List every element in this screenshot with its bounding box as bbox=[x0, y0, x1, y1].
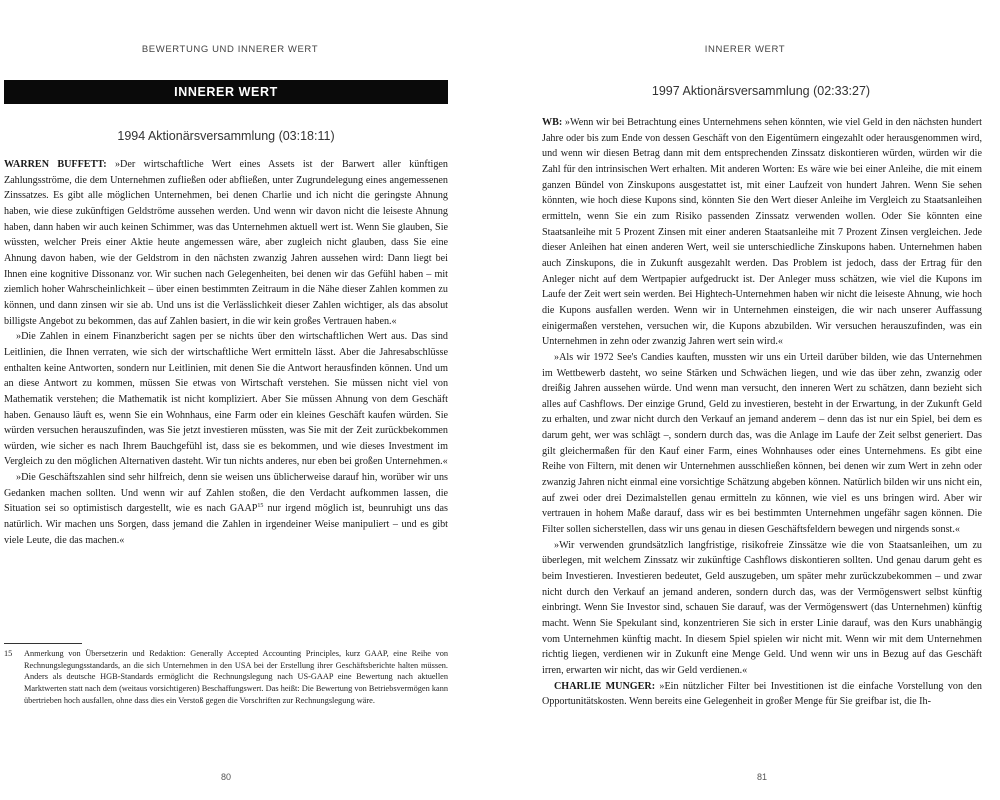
right-page bbox=[490, 0, 1000, 800]
running-head: BEWERTUNG UND INNERER WERT bbox=[141, 44, 319, 55]
paragraph bbox=[542, 115, 982, 350]
left-page bbox=[0, 0, 470, 800]
page-number: 80 bbox=[220, 772, 231, 782]
speaker-label: WARREN BUFFETT: bbox=[4, 159, 107, 170]
footnote-rule bbox=[4, 643, 82, 644]
body-text bbox=[4, 157, 448, 548]
paragraph-text: »Die Geschäftszahlen sind sehr hilfreich, denn sie weisen uns üblicherweise darauf hin, worüber wir uns Gedanken machen sollten. Und wenn wir auf Zahlen stoßen, die den Verdacht aufkommen lassen, die Situation sei so optimistisch dargestellt, wie es nach GAAP bbox=[4, 472, 448, 515]
session-heading: 1994 Aktionärsversammlung (03:18:11) bbox=[117, 129, 335, 143]
speaker-label: CHARLIE MUNGER: bbox=[554, 680, 656, 692]
running-head: INNERER WERT bbox=[704, 44, 786, 55]
paragraph-text: »Wenn wir bei Betrachtung eines Unternehmens sehen könnten, wie viel Geld in den nächsten hundert Jahre oder bis zum Ende von dessen Geschäft von den Eigentümern eingezahlt oder herausgenommen wird, und wenn wir diesen Betrag dann mit dem entsprechenden Zinssatz diskontieren würden, würden wir die Zahl für den intrinsischen Wert erhalten. Mit anderen Worten: Es wäre wie bei einer Anleihe, die mit einem ganzen Bündel von Zinskupons ausgestattet ist, mit einer Laufzeit von hundert Jahren. Wenn Sie sehen könnten, wie hoch diese Kupons sind, könnten Sie den Wert dieser Anleihe im Vergleich zu Staatsanleihen ermitteln, wenn Sie ein zum Risiko passenden Zinssatz verwenden wollen. Oder Sie könnten eine Staatsanleihe mit 5 Prozent Zinsen mit einer anderen Staatsanleihe mit 7 Prozent Zinsen vergleichen. Jede dieser Anleihen hat einen anderen Wert, weil sie unterschiedliche Zinskupons haben. Unternehmen haben auch Zinskupons, die in Zukunft ausgezahlt werden. Das Problem ist jedoch, dass der Ertrag für den Anleger nicht auf dem Wertpapier aufgedruckt ist. Der Anleger muss schätzen, wie viel die Kupons im Laufe der Zeit wert sein werden. Bei Hightech-Unternehmen haben wir nicht die leiseste Ahnung, wie hoch die Kupons ausfallen werden. Wenn wir in Unternehmen einsteigen, die wir nach unserer Auffassung einigermaßen verstehen, versuchen wir, die Kupons abzubilden. Wir versuchen herauszufinden, was ein Unternehmen in zehn oder zwanzig Jahren wert sein wird.« bbox=[542, 117, 982, 348]
footnote bbox=[4, 648, 448, 707]
paragraph-text: »Ein nützlicher Filter bei Investitionen ist die einfache Vorstellung von den Opportunitätskosten. Wenn bereits eine Gelegenheit in großer Menge für Sie greifbar ist, die Ih- bbox=[542, 680, 982, 708]
paragraph: »Wir verwenden grundsätzlich langfristige, risikofreie Zinssätze wie die von Staatsanleihen, um zu überlegen, mit welchem Zinssatz wir zukünftige Cashflows diskontieren sollten. Und genau darum geht es beim Investieren. Investieren bedeutet, Geld auszugeben, um später mehr zurückzubekommen – und zwar nicht durch den Verkauf an jemand anderen, sondern durch das, was der Vermögenswert selbst künftig einbringt. Wenn Sie Investor sind, schauen Sie darauf, was der Vermögenswert (das Unternehmen) künftig macht. Wenn Sie Spekulant sind, konzentrieren Sie sich in erster Linie darauf, was den Kurs unabhängig vom Unternehmen künftig macht. In diesem Spiel spielen wir nicht mit. Wenn wir mit dem Unternehmen richtig liegen, verdienen wir in Zukunft eine Menge Geld. Und wenn wir uns in Bezug auf das Geschäft irren, erwarten wir nicht, das wir Geld verdienen.« bbox=[542, 539, 982, 676]
session-heading: 1997 Aktionärsversammlung (02:33:27) bbox=[651, 84, 871, 98]
footnote-text: Anmerkung von Übersetzerin und Redaktion: Generally Accepted Accounting Principles, kurz GAAP, eine Reihe von Rechnungslegungsstandards, an die sich Unternehmen in den USA bei der Erstellung ihrer Geschäftsberichte halten müssen. Anders als deutsche HGB-Standards ermöglicht die Rechnungslegung nach US-GAAP eine Bewertung nach aktuellen Marktwerten statt nach dem (weitaus vorsichtigeren) Beschaffungswert. Das heißt: Die Bewertung von Betriebsvermögen kann übertrieben hoch ausfallen, ohne dass dies ein Verstoß gegen die Vorschriften zur Rechnungslegung wäre. bbox=[24, 649, 448, 705]
paragraph: »Als wir 1972 See's Candies kauften, mussten wir uns ein Urteil darüber bilden, wie das Unternehmen im Wettbewerb dasteht, wo seine Stärken und Schwächen liegen, und wie das über zehn, zwanzig oder dreißig Jahren aussehen würde. Und wenn man versucht, den inneren Wert zu schätzen, dann bezieht sich alles auf Cashflows. Der einzige Grund, Geld zu investieren, besteht in der Erwartung, in der Zukunft Geld zu erhalten, und zwar nicht durch den Verkauf an jemand anderem – denn das ist nur ein Spiel, bei dem es darum geht, wer was schlägt –, sondern durch das, was die Anlage im Laufe der Zeit selbst generiert. Das gilt gleichermaßen für den Kauf einer Farm, eines Wohnhauses oder eines Unternehmens. Es gibt eine Reihe von Filtern, mit denen wir Unternehmen ausschließen können, bei denen wir zum Wert in zehn oder zwanzig Jahren nicht einmal eine vorsichtige Schätzung abgeben können. Natürlich bilden wir uns nicht ein, auf zwei oder drei Dezimalstellen genau ermitteln zu können, wie viel es uns bringen wird. Aber wir vertrauen in hohem Maße darauf, dass wir es bei bestimmten Unternehmen ungefähr sagen können. Die Filter sollen sicherstellen, dass wir uns genau in diesen Geschäftsfeldern bewegen und nirgends sonst.« bbox=[542, 351, 982, 536]
footnote-number: 15 bbox=[4, 649, 13, 658]
paragraph bbox=[4, 157, 448, 329]
footnote-marker: 15 bbox=[257, 503, 264, 510]
body-text bbox=[542, 115, 982, 710]
paragraph-text: »Der wirtschaftliche Wert eines Assets ist der Barwert aller künftigen Zahlungsströme, die dem Unternehmen zufließen oder abfließen, unter Zugrundelegung eines angemessenen Zinssatzes. Es gibt alle möglichen Unternehmen, bei denen Charlie und ich nicht die geringste Ahnung haben, wie diese zukünftigen Geldströme aussehen werden. Und wenn wir davon nicht die leiseste Ahnung haben, dann haben wir auch keinen Schimmer, was das Unternehmen aktuell wert ist. Wenn Sie glauben, Sie wüssten, welcher Preis einer Aktie heute angemessen wäre, aber zugleich nicht glauben, dass Sie eine Ahnung davon haben, wie der Geldstrom in den nächsten zwanzig Jahren aussehen wird: Dann liegt bei Ihnen eine kognitive Dissonanz vor. Wir suchen nach Gelegenheiten, bei denen wir das Gefühl haben – mit ziemlich hoher Wahrscheinlichkeit – über einen bestimmten Zeitraum in die Nähe dieser Zahlen kommen zu können, und dann zinsen wir sie ab. Und uns ist die Verlässlichkeit dieser Zahlen wichtiger, als das absolut billigste Angebot zu bekommen, das auf Zahlen basiert, in die wir kein großes Vertrauen haben.« bbox=[4, 159, 448, 327]
paragraph bbox=[542, 679, 982, 710]
paragraph: »Die Zahlen in einem Finanzbericht sagen per se nichts über den wirtschaftlichen Wert aus. Das sind Leitlinien, die Ihnen verraten, wie sich der wirtschaftliche Wert ermitteln lässt. Aber die Jahresabschlüsse enthalten keine Antworten, sondern nur Leitlinien, mit denen Sie die Antwort herausfinden können. Und um an diese Antwort zu kommen, müssen Sie etwas von Wirtschaft verstehen. Sie müssen nicht viel von Mathematik verstehen; die Mathematik ist nicht kompliziert. Aber Sie müssen Ahnung von dem Geschäft haben. Genauso läuft es, wenn Sie ein Wohnhaus, eine Farm oder ein kleines Geschäft kaufen würden. Sie würden versuchen herauszufinden, was Sie jetzt investieren müssten, was Sie mit der Zeit zurückbekommen würden, wie sicher es nach Ihrem Bauchgefühl ist, dass sie es bekommen, und wie dieses Investment im Vergleich zu den möglichen Alternativen dasteht. Wir tun nichts anderes, nur eben bei großen Unternehmen.« bbox=[4, 331, 448, 468]
paragraph bbox=[4, 470, 448, 548]
page-number: 81 bbox=[756, 772, 767, 782]
chapter-title-bar: INNERER WERT bbox=[4, 80, 448, 104]
speaker-label: WB: bbox=[542, 117, 563, 128]
paragraph-text: nur irgend möglich ist, beunruhigt uns das natürlich. Wir machen uns Sorgen, dass jemand die Zahlen in irgendeiner Weise manipuliert – und es gibt viele Leute, die das machen.« bbox=[4, 503, 448, 546]
